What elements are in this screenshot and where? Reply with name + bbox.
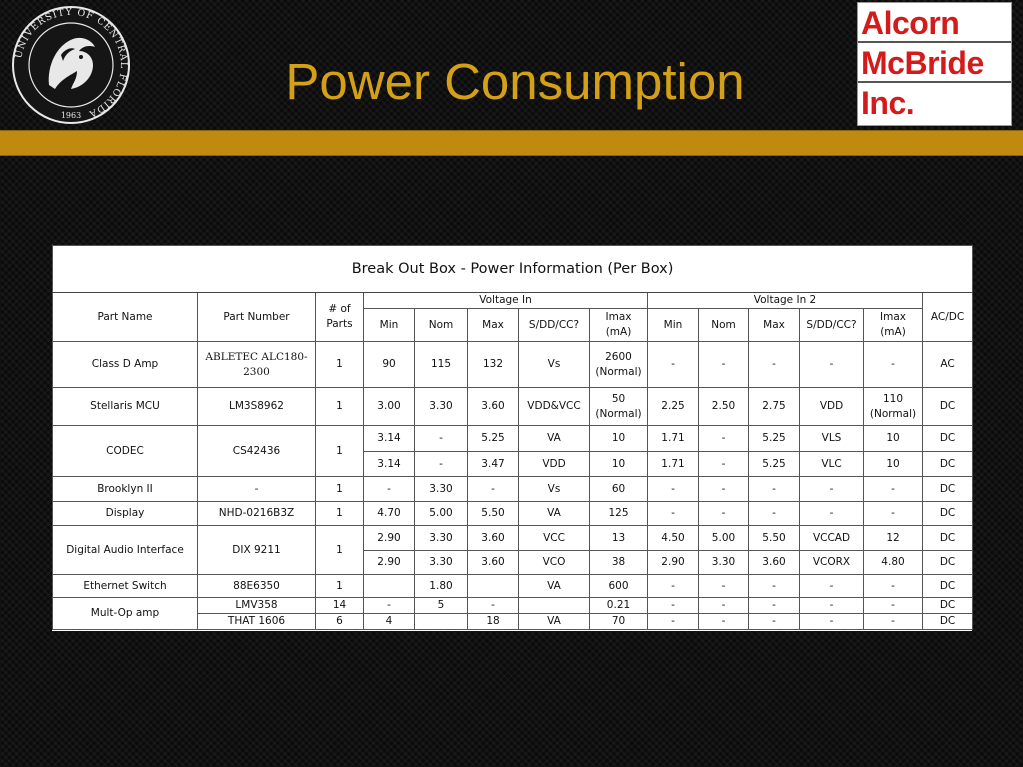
- table-cell: [468, 575, 519, 598]
- table-cell: 125: [590, 502, 648, 526]
- table-cell: 110 (Normal): [864, 388, 923, 426]
- table-cell: AC: [923, 342, 973, 388]
- cell-part-name: Digital Audio Interface: [53, 526, 198, 575]
- table-cell: 12: [864, 526, 923, 551]
- table-cell: -: [648, 342, 699, 388]
- table-cell: 3.30: [415, 551, 468, 575]
- cell-part-number: CS42436: [198, 426, 316, 477]
- header-part-name: Part Name: [53, 293, 198, 342]
- cell-part-name: Brooklyn II: [53, 477, 198, 502]
- header-voltage-in-2: Voltage In 2: [648, 293, 923, 309]
- table-cell: -: [749, 614, 800, 630]
- table-cell: 3.14: [364, 452, 415, 477]
- header-imax: Imax (mA): [590, 309, 648, 342]
- ucf-seal-logo: [11, 5, 131, 125]
- table-cell: -: [800, 342, 864, 388]
- logo-line: Alcorn: [858, 3, 1011, 43]
- table-cell: -: [800, 502, 864, 526]
- table-cell: -: [699, 452, 749, 477]
- table-cell: 3.60: [468, 526, 519, 551]
- table-cell: -: [699, 342, 749, 388]
- table-cell: DC: [923, 551, 973, 575]
- table-cell: -: [699, 502, 749, 526]
- table-cell: 38: [590, 551, 648, 575]
- table-cell: Vs: [519, 477, 590, 502]
- table-cell: VDD&VCC: [519, 388, 590, 426]
- table-cell: 13: [590, 526, 648, 551]
- table-cell: [364, 575, 415, 598]
- slide-title: Power Consumption: [285, 53, 745, 110]
- table-cell: -: [800, 477, 864, 502]
- table-cell: -: [648, 598, 699, 614]
- table-cell: 3.30: [415, 388, 468, 426]
- cell-qty: 1: [316, 342, 364, 388]
- cell-part-number: NHD-0216B3Z: [198, 502, 316, 526]
- table-cell: VCCAD: [800, 526, 864, 551]
- table-cell: -: [749, 477, 800, 502]
- table-cell: -: [468, 598, 519, 614]
- table-row: [53, 388, 973, 426]
- table-cell: Vs: [519, 342, 590, 388]
- cell-part-number: DIX 9211: [198, 526, 316, 575]
- logo-line: McBride: [858, 43, 1011, 83]
- table-cell: VA: [519, 502, 590, 526]
- header-imax: Imax (mA): [864, 309, 923, 342]
- logo-line: Inc.: [861, 85, 915, 121]
- table-cell: VA: [519, 575, 590, 598]
- cell-part-name: Ethernet Switch: [53, 575, 198, 598]
- table-row: [53, 426, 973, 452]
- cell-part-number: ABLETEC ALC180-2300: [198, 342, 316, 388]
- table-cell: 3.60: [468, 388, 519, 426]
- table-cell: -: [699, 477, 749, 502]
- table-cell: 50 (Normal): [590, 388, 648, 426]
- table-cell: DC: [923, 426, 973, 452]
- cell-qty: 14: [316, 598, 364, 614]
- table-cell: 2.90: [648, 551, 699, 575]
- table-cell: 5.25: [749, 452, 800, 477]
- table-cell: VA: [519, 614, 590, 630]
- table-cell: -: [749, 502, 800, 526]
- table-cell: 5: [415, 598, 468, 614]
- table-cell: -: [749, 575, 800, 598]
- table-cell: 2.90: [364, 551, 415, 575]
- table-row: [53, 526, 973, 551]
- table-cell: 60: [590, 477, 648, 502]
- title-divider-bar: [0, 130, 1023, 156]
- table-cell: VDD: [800, 388, 864, 426]
- table-row: [53, 342, 973, 388]
- table-cell: 3.30: [415, 477, 468, 502]
- table-cell: -: [864, 342, 923, 388]
- table-cell: 10: [864, 452, 923, 477]
- table-cell: VDD: [519, 452, 590, 477]
- table-cell: 4: [364, 614, 415, 630]
- table-cell: -: [749, 598, 800, 614]
- cell-part-number: LMV358: [198, 598, 316, 614]
- header-max: Max: [749, 309, 800, 342]
- table-cell: 2.75: [749, 388, 800, 426]
- cell-part-name: Display: [53, 502, 198, 526]
- table-cell: VCORX: [800, 551, 864, 575]
- table-cell: 5.00: [415, 502, 468, 526]
- table-cell: -: [800, 614, 864, 630]
- cell-qty: 1: [316, 526, 364, 575]
- cell-qty: 6: [316, 614, 364, 630]
- table-row: [53, 598, 973, 614]
- table-cell: 3.00: [364, 388, 415, 426]
- table-cell: 132: [468, 342, 519, 388]
- svg-text:UNIVERSITY OF CENTRAL FLORIDA: UNIVERSITY OF CENTRAL FLORIDA: [13, 6, 130, 120]
- table-cell: DC: [923, 477, 973, 502]
- table-cell: 0.21: [590, 598, 648, 614]
- table-row: [53, 575, 973, 598]
- table-cell: -: [864, 502, 923, 526]
- table-cell: VLC: [800, 452, 864, 477]
- table-cell: [415, 614, 468, 630]
- table-cell: -: [364, 477, 415, 502]
- table-cell: 3.30: [415, 526, 468, 551]
- table-cell: DC: [923, 598, 973, 614]
- table-cell: 5.25: [468, 426, 519, 452]
- svg-text:1963: 1963: [60, 111, 82, 120]
- table-cell: 4.50: [648, 526, 699, 551]
- table-cell: DC: [923, 526, 973, 551]
- cell-part-number: -: [198, 477, 316, 502]
- table-cell: 5.50: [468, 502, 519, 526]
- table-cell: [519, 598, 590, 614]
- table-cell: DC: [923, 614, 973, 630]
- cell-part-number: 88E6350: [198, 575, 316, 598]
- table-cell: 5.25: [749, 426, 800, 452]
- table-cell: -: [648, 502, 699, 526]
- cell-qty: 1: [316, 575, 364, 598]
- cell-qty: 1: [316, 388, 364, 426]
- table-cell: 3.47: [468, 452, 519, 477]
- table-cell: -: [699, 614, 749, 630]
- alcorn-mcbride-logo: [857, 2, 1012, 126]
- cell-part-number: LM3S8962: [198, 388, 316, 426]
- cell-part-name: Class D Amp: [53, 342, 198, 388]
- header-min: Min: [364, 309, 415, 342]
- table-cell: -: [468, 477, 519, 502]
- table-cell: -: [699, 575, 749, 598]
- table-cell: 3.30: [699, 551, 749, 575]
- table-cell: -: [800, 598, 864, 614]
- table-cell: 3.14: [364, 426, 415, 452]
- table-cell: -: [415, 426, 468, 452]
- cell-part-name: Mult-Op amp: [53, 598, 198, 630]
- table-body: [53, 342, 973, 630]
- table-cell: 5.00: [699, 526, 749, 551]
- table-cell: -: [648, 614, 699, 630]
- power-table: [52, 245, 973, 630]
- header-ac-dc: AC/DC: [923, 293, 973, 342]
- table-cell: -: [648, 477, 699, 502]
- table-cell: 10: [590, 452, 648, 477]
- table-cell: 600: [590, 575, 648, 598]
- table-cell: 1.80: [415, 575, 468, 598]
- table-cell: -: [800, 575, 864, 598]
- cell-qty: 1: [316, 502, 364, 526]
- cell-part-name: CODEC: [53, 426, 198, 477]
- table-cell: -: [864, 614, 923, 630]
- table-cell: 2600 (Normal): [590, 342, 648, 388]
- table-cell: -: [648, 575, 699, 598]
- cell-part-number: THAT 1606: [198, 614, 316, 630]
- table-cell: -: [749, 342, 800, 388]
- table-cell: DC: [923, 452, 973, 477]
- table-cell: -: [364, 598, 415, 614]
- cell-qty: 1: [316, 426, 364, 477]
- table-caption: Break Out Box - Power Information (Per Box): [53, 246, 973, 293]
- header-nom: Nom: [415, 309, 468, 342]
- table-cell: VCC: [519, 526, 590, 551]
- table-cell: -: [864, 477, 923, 502]
- table-cell: 2.50: [699, 388, 749, 426]
- table-cell: 115: [415, 342, 468, 388]
- table-cell: 10: [864, 426, 923, 452]
- table-cell: 18: [468, 614, 519, 630]
- power-table-image: [52, 245, 972, 631]
- table-cell: 3.60: [468, 551, 519, 575]
- table-cell: 90: [364, 342, 415, 388]
- table-cell: 3.60: [749, 551, 800, 575]
- table-cell: -: [864, 575, 923, 598]
- cell-part-name: Stellaris MCU: [53, 388, 198, 426]
- table-cell: -: [415, 452, 468, 477]
- table-cell: 10: [590, 426, 648, 452]
- header-voltage-in: Voltage In: [364, 293, 648, 309]
- header-supply: S/DD/CC?: [800, 309, 864, 342]
- table-cell: 1.71: [648, 426, 699, 452]
- table-cell: VLS: [800, 426, 864, 452]
- header-nom: Nom: [699, 309, 749, 342]
- table-cell: DC: [923, 575, 973, 598]
- header-max: Max: [468, 309, 519, 342]
- table-row: [53, 477, 973, 502]
- table-cell: 4.70: [364, 502, 415, 526]
- table-cell: 70: [590, 614, 648, 630]
- table-cell: -: [699, 598, 749, 614]
- table-cell: VCO: [519, 551, 590, 575]
- header-min: Min: [648, 309, 699, 342]
- table-cell: 2.25: [648, 388, 699, 426]
- table-cell: 2.90: [364, 526, 415, 551]
- header-part-number: Part Number: [198, 293, 316, 342]
- table-cell: -: [699, 426, 749, 452]
- table-cell: -: [864, 598, 923, 614]
- table-cell: 5.50: [749, 526, 800, 551]
- cell-qty: 1: [316, 477, 364, 502]
- table-row: [53, 502, 973, 526]
- table-cell: 4.80: [864, 551, 923, 575]
- table-cell: DC: [923, 388, 973, 426]
- table-cell: 1.71: [648, 452, 699, 477]
- header-supply: S/DD/CC?: [519, 309, 590, 342]
- header-num-parts: # of Parts: [316, 293, 364, 342]
- table-cell: VA: [519, 426, 590, 452]
- table-cell: DC: [923, 502, 973, 526]
